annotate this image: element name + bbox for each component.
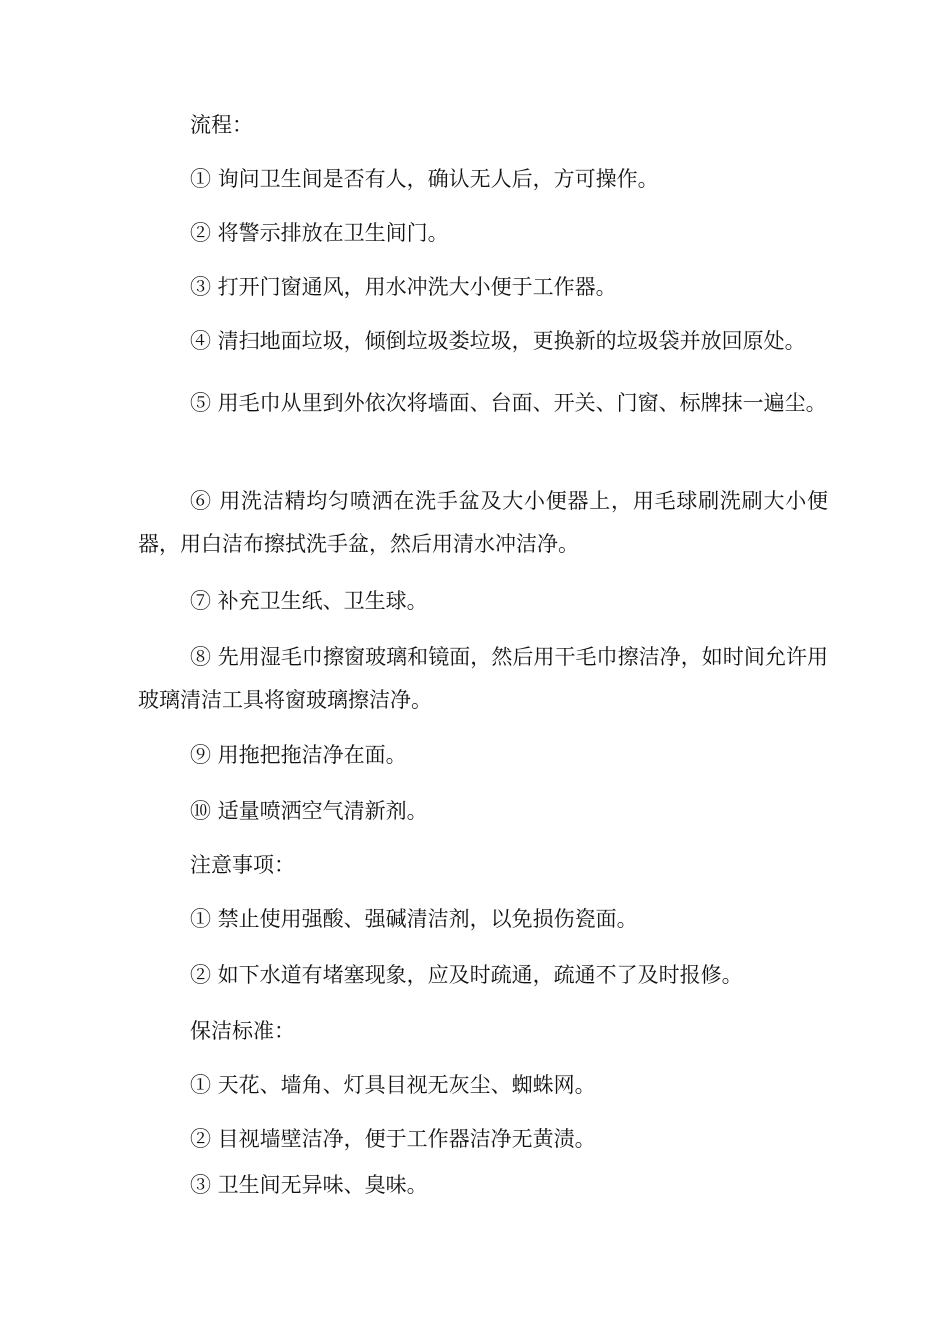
process-step-10: ⑩ 适量喷洒空气清新剂。: [190, 799, 428, 823]
standard-item-1: ① 天花、墙角、灯具目视无灰尘、蜘蛛网。: [190, 1073, 596, 1097]
standards-section-title: 保洁标准：: [190, 1019, 295, 1043]
standard-item-2: ② 目视墙壁洁净，便于工作器洁净无黄渍。: [190, 1127, 596, 1151]
note-item-1: ① 禁止使用强酸、强碱清洁剂，以免损伤瓷面。: [190, 907, 638, 931]
note-item-2: ② 如下水道有堵塞现象，应及时疏通，疏通不了及时报修。: [190, 963, 743, 987]
process-step-7: ⑦ 补充卫生纸、卫生球。: [190, 589, 428, 613]
process-step-1: ① 询问卫生间是否有人，确认无人后，方可操作。: [190, 167, 659, 191]
process-section-title: 流程：: [190, 113, 253, 137]
process-step-3: ③ 打开门窗通风，用水冲洗大小便于工作器。: [190, 275, 617, 299]
process-step-5: ⑤ 用毛巾从里到外依次将墙面、台面、开关、门窗、标牌抹一遍尘。: [190, 391, 827, 415]
notes-section-title: 注意事项：: [190, 853, 295, 877]
process-step-6: ⑥ 用洗洁精均匀喷洒在洗手盆及大小便器上，用毛球刷洗刷大小便器，用白洁布擦拭洗手盆，然后用清水冲洁净。: [138, 489, 828, 556]
process-step-9: ⑨ 用拖把拖洁净在面。: [190, 743, 407, 767]
process-step-2: ② 将警示排放在卫生间门。: [190, 221, 449, 245]
process-step-4: ④ 清扫地面垃圾，倾倒垃圾娄垃圾，更换新的垃圾袋并放回原处。: [190, 329, 806, 353]
standard-item-3: ③ 卫生间无异味、臭味。: [190, 1173, 428, 1197]
process-step-8: ⑧ 先用湿毛巾擦窗玻璃和镜面，然后用干毛巾擦洁净，如时间允许用玻璃清洁工具将窗玻璃擦洁净。: [138, 645, 828, 712]
